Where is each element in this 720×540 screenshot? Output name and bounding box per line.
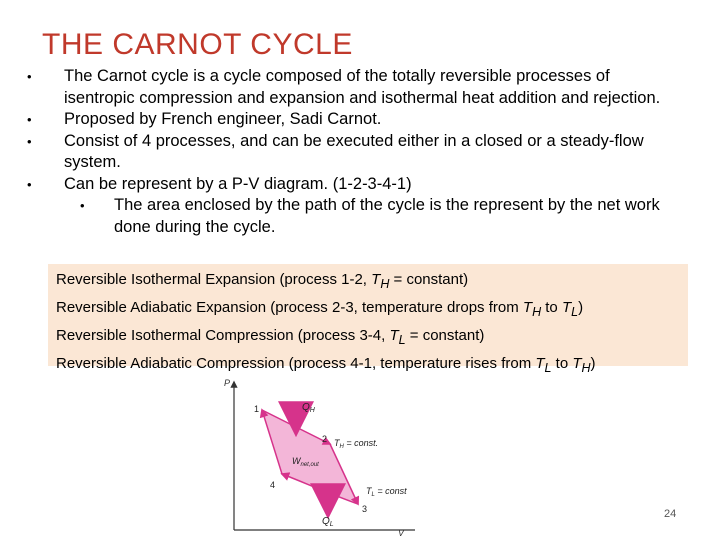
v-axis-label: V <box>398 528 405 538</box>
page-number: 24 <box>664 508 677 520</box>
bullet-item <box>24 109 684 131</box>
process-list <box>56 268 596 380</box>
bullet-glyph: • <box>27 112 32 127</box>
process-text: ) <box>578 299 584 316</box>
temp-subscript: L <box>571 305 579 319</box>
temp-symbol: T <box>389 327 399 344</box>
net-work-label: $W_{net,out}$ <box>292 456 319 468</box>
bullet-glyph: • <box>27 133 32 149</box>
tl-const-label: $T_L$ = const <box>366 486 407 498</box>
slide-title: THE CARNOT CYCLE <box>42 28 353 61</box>
temp-subscript: H <box>532 305 542 319</box>
process-text: = constant) <box>389 271 469 288</box>
temp-symbol: T <box>371 271 381 288</box>
process-text: Reversible Adiabatic Compression (process 4-1, temperature rises from <box>56 355 536 372</box>
bullet-text: Proposed by French engineer, Sadi Carnot. <box>64 110 382 128</box>
bullet-text: Consist of 4 processes, and can be executed either in a closed or a steady-flow system. <box>64 131 644 171</box>
process-text: = constant) <box>405 327 485 344</box>
state-4-label: 4 <box>270 480 276 490</box>
state-2-label: 2 <box>322 434 328 444</box>
bullet-glyph: • <box>27 176 32 192</box>
process-text: Reversible Isothermal Expansion (process 1-2, <box>56 271 372 288</box>
bullet-item <box>24 174 684 196</box>
process-line <box>56 268 596 296</box>
sub-bullet-text: The area enclosed by the path of the cycle is the represent by the net work done during the cycle. <box>114 196 660 236</box>
process-text: to <box>551 355 573 372</box>
state-3-label: 3 <box>362 504 368 514</box>
state-1-label: 1 <box>254 404 260 414</box>
process-text: ) <box>590 355 596 372</box>
heat-in-label: $Q_H$ <box>302 402 315 414</box>
bullet-glyph: • <box>27 69 32 84</box>
sub-bullet-item <box>24 195 684 238</box>
bullet-item <box>24 131 684 174</box>
p-axis-label: P <box>224 378 231 388</box>
process-text: Reversible Isothermal Compression (process 3-4, <box>56 327 390 344</box>
process-text: Reversible Adiabatic Expansion (process 2-3, temperature drops from <box>56 299 523 316</box>
temp-subscript: H <box>581 361 591 375</box>
bullet-item <box>24 66 684 109</box>
temp-symbol: T <box>535 355 545 372</box>
temp-symbol: T <box>522 299 533 316</box>
temp-symbol: T <box>561 299 572 316</box>
bullet-text: Can be represent by a P-V diagram. (1-2-3-4-1) <box>64 174 412 193</box>
th-const-label: $T_H$ = const. <box>334 438 379 450</box>
temp-subscript: L <box>544 361 552 375</box>
process-line <box>56 324 596 352</box>
process-text: to <box>541 299 562 316</box>
bullet-list <box>24 66 684 238</box>
process-line <box>56 296 596 324</box>
bullet-text: The Carnot cycle is a cycle composed of the totally reversible processes of isentropic compression and expansion and isothermal heat addition and rejection. <box>64 67 661 107</box>
temp-subscript: H <box>380 277 390 291</box>
temp-symbol: T <box>572 355 582 372</box>
pv-diagram <box>210 372 670 538</box>
heat-out-label: $Q_L$ <box>322 516 334 528</box>
bullet-glyph: • <box>80 198 85 213</box>
temp-subscript: L <box>398 333 406 347</box>
